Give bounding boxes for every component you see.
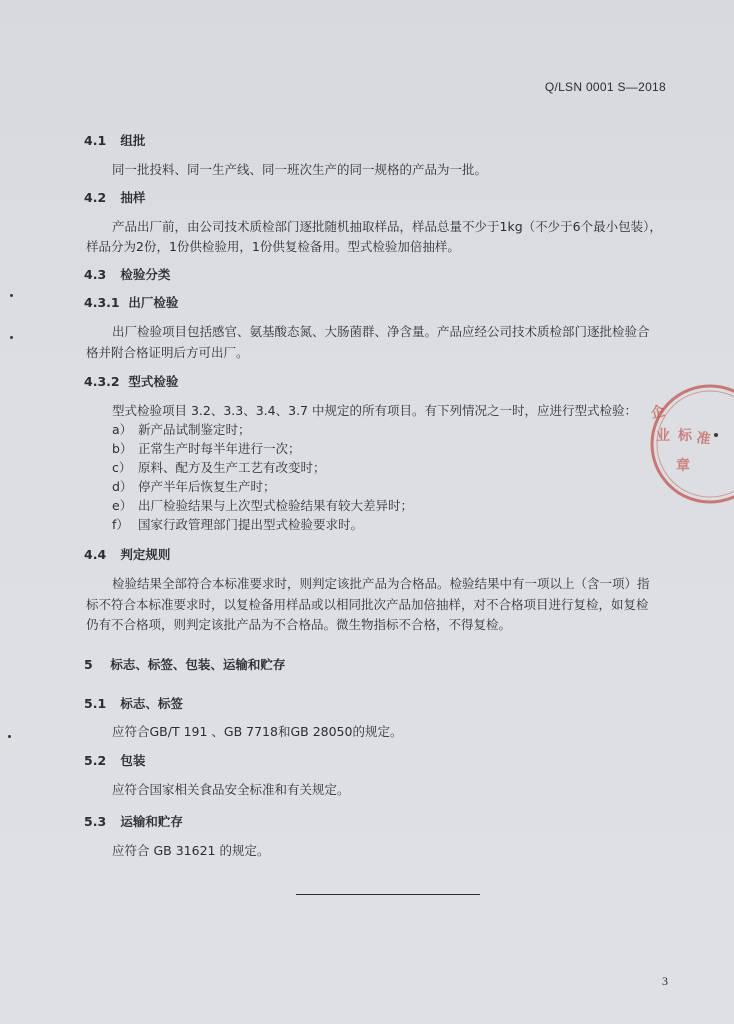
- heading-number: 4.3: [84, 267, 107, 282]
- svg-text:业: 业: [656, 428, 670, 444]
- list-label: e）: [112, 498, 133, 513]
- list-item: [112, 498, 413, 514]
- heading-4-3: [84, 267, 170, 283]
- heading-number: 5: [84, 657, 93, 672]
- list-text: 原料、配方及生产工艺有改变时；: [138, 460, 326, 475]
- heading-title: 标志、标签、包装、运输和贮存: [110, 657, 286, 672]
- heading-number: 4.3.2: [84, 374, 120, 389]
- svg-text:标: 标: [678, 428, 692, 444]
- heading-5: [84, 657, 285, 673]
- list-item: [112, 441, 301, 457]
- heading-title: 标志、标签: [120, 696, 183, 711]
- svg-text:企: 企: [649, 403, 667, 422]
- list-text: 出厂检验结果与上次型式检验结果有较大差异时；: [138, 498, 414, 513]
- paragraph-line: 仍有不合格项，则判定该批产品为不合格品。微生物指标不合格，不得复检。: [86, 617, 512, 632]
- heading-4-2: [84, 190, 145, 206]
- standard-code: Q/LSN 0001 S—2018: [544, 80, 666, 94]
- list-item: [112, 422, 251, 438]
- scan-speck: [8, 735, 11, 738]
- paragraph: 同一批投料、同一生产线、同一班次生产的同一规格的产品为一批。: [112, 162, 488, 177]
- paragraph: 应符合GB/T 191 、GB 7718和GB 28050的规定。: [112, 724, 403, 739]
- heading-5-3: [84, 814, 183, 830]
- list-label: c）: [112, 460, 132, 475]
- heading-number: 4.1: [84, 133, 107, 148]
- seal-stamp: [626, 382, 734, 522]
- scan-speck: [10, 336, 13, 339]
- list-label: f）: [112, 517, 129, 532]
- paragraph: 应符合国家相关食品安全标准和有关规定。: [112, 782, 350, 797]
- paragraph-line: 样品分为2份，1份供检验用，1份供复检备用。型式检验加倍抽样。: [86, 239, 460, 254]
- heading-4-3-2: [84, 374, 178, 390]
- end-rule: [296, 894, 480, 895]
- heading-number: 4.2: [84, 190, 107, 205]
- heading-title: 判定规则: [120, 547, 171, 562]
- heading-title: 运输和贮存: [120, 814, 183, 829]
- list-text: 停产半年后恢复生产时；: [138, 479, 276, 494]
- heading-number: 5.2: [84, 753, 107, 768]
- list-item: [112, 460, 326, 476]
- heading-4-4: [84, 547, 170, 563]
- heading-title: 包装: [120, 753, 146, 768]
- heading-4-1: [84, 133, 145, 149]
- heading-5-2: [84, 753, 145, 769]
- list-text: 新产品试制鉴定时；: [138, 422, 251, 437]
- paragraph-line: 标不符合本标准要求时，以复检备用样品或以相同批次产品加倍抽样，对不合格项目进行复检，如复检: [86, 597, 649, 612]
- scan-speck: [714, 433, 718, 437]
- paragraph: 应符合 GB 31621 的规定。: [112, 843, 270, 858]
- paragraph-line: 检验结果全部符合本标准要求时，则判定该批产品为合格品。检验结果中有一项以上（含一项）指: [112, 576, 650, 591]
- heading-title: 型式检验: [128, 374, 179, 389]
- list-label: a）: [112, 422, 133, 437]
- paragraph: 型式检验项目 3.2、3.3、3.4、3.7 中规定的所有项目。有下列情况之一时，应进行型式检验：: [112, 403, 637, 418]
- heading-title: 出厂检验: [128, 295, 179, 310]
- list-label: b）: [112, 441, 133, 456]
- heading-4-3-1: [84, 295, 178, 311]
- list-label: d）: [112, 479, 133, 494]
- heading-number: 5.3: [84, 814, 107, 829]
- heading-title: 检验分类: [120, 267, 171, 282]
- paragraph-line: 产品出厂前，由公司技术质检部门逐批随机抽取样品，样品总量不少于1kg（不少于6个最小包装），: [112, 219, 662, 234]
- scan-speck: [10, 294, 13, 297]
- svg-text:准: 准: [695, 430, 712, 448]
- paragraph-line: 出厂检验项目包括感官、氨基酸态氮、大肠菌群、净含量。产品应经公司技术质检部门逐批检验合: [112, 324, 650, 339]
- list-item: [112, 479, 276, 495]
- page-number: 3: [662, 974, 668, 988]
- heading-title: 抽样: [120, 190, 146, 205]
- list-item: [112, 517, 363, 533]
- heading-5-1: [84, 696, 183, 712]
- heading-number: 4.4: [84, 547, 107, 562]
- heading-number: 5.1: [84, 696, 107, 711]
- heading-title: 组批: [120, 133, 146, 148]
- svg-text:章: 章: [676, 458, 690, 474]
- list-text: 国家行政管理部门提出型式检验要求时。: [138, 517, 364, 532]
- paragraph-line: 格并附合格证明后方可出厂。: [86, 345, 249, 360]
- heading-number: 4.3.1: [84, 295, 120, 310]
- list-text: 正常生产时每半年进行一次；: [138, 441, 301, 456]
